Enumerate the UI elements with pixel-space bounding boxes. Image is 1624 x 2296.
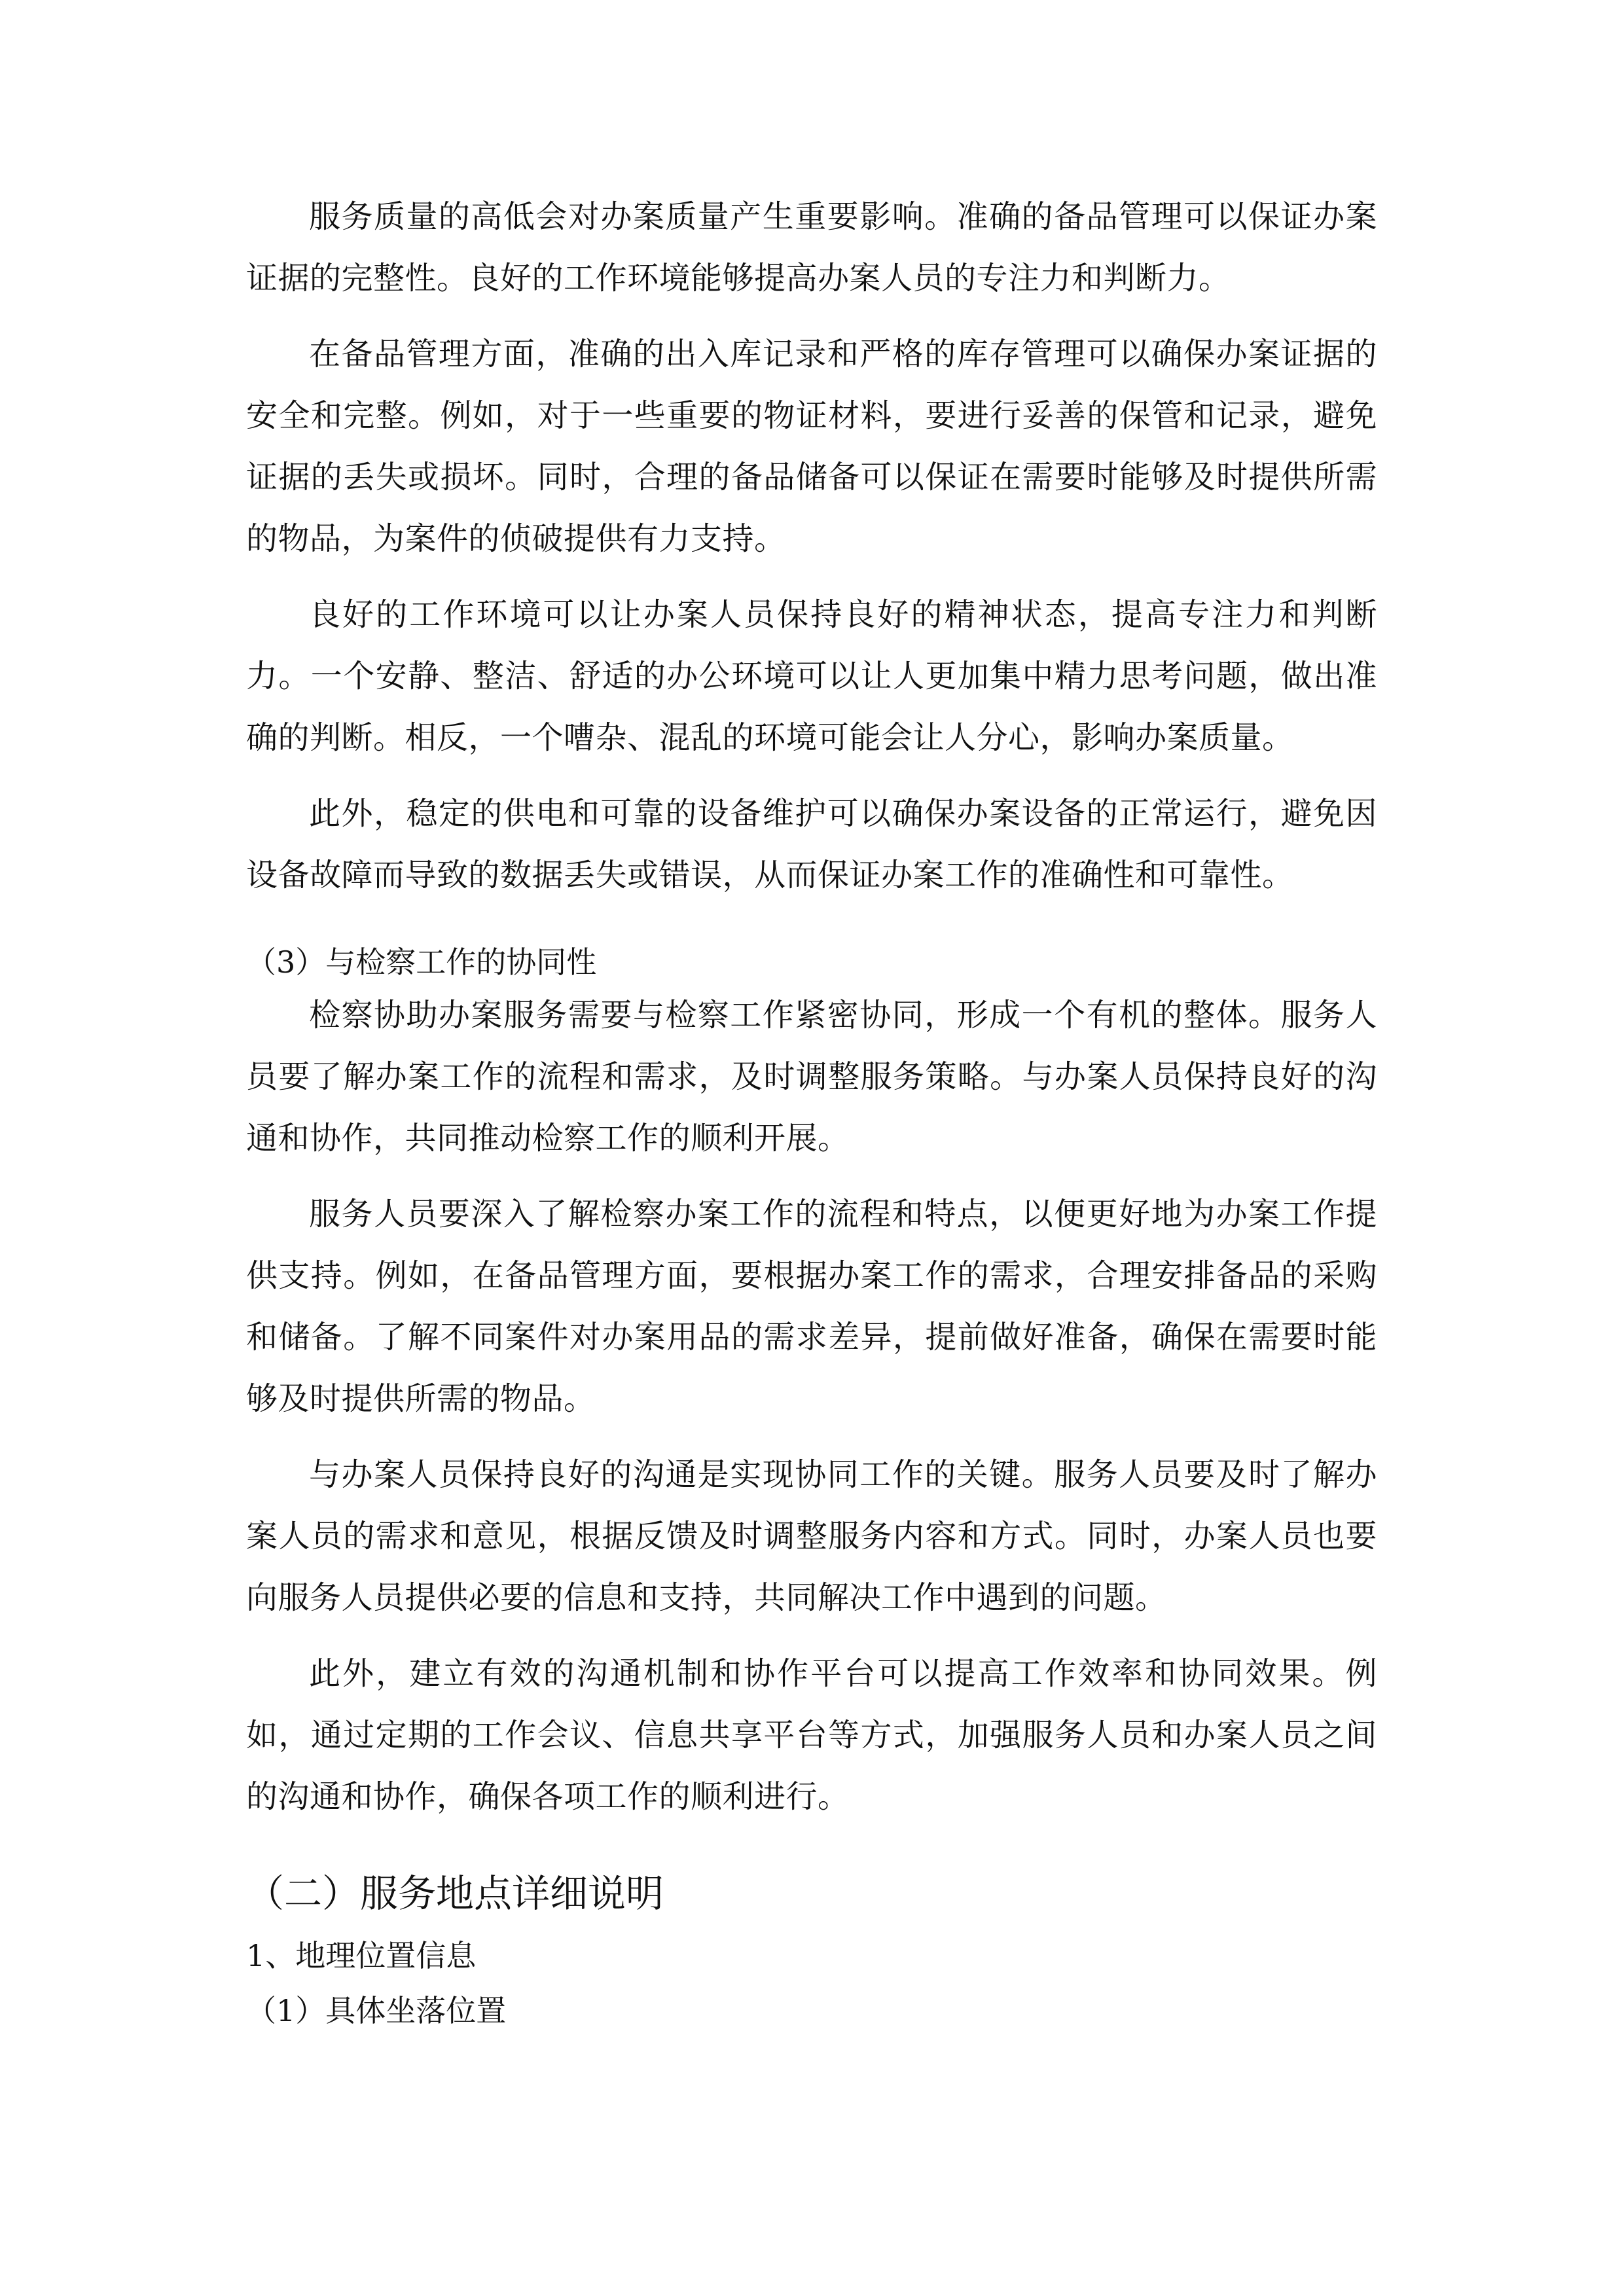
paragraph: 此外，稳定的供电和可靠的设备维护可以确保办案设备的正常运行，避免因设备故障而导致的数据丢失或错误，从而保证办案工作的准确性和可靠性。: [246, 795, 1377, 893]
paragraph: 检察协助办案服务需要与检察工作紧密协同，形成一个有机的整体。服务人员要了解办案工作的流程和需求，及时调整服务策略。与办案人员保持良好的沟通和协作，共同推动检察工作的顺利开展。: [246, 997, 1377, 1157]
paragraph: 在备品管理方面，准确的出入库记录和严格的库存管理可以确保办案证据的安全和完整。例如，对于一些重要的物证材料，要进行妥善的保管和记录，避免证据的丢失或损坏。同时，合理的备品储备可以保证在需要时能够及时提供所需的物品，为案件的侦破提供有力支持。: [246, 336, 1377, 557]
text-block-part2: [246, 984, 1377, 1827]
paragraph: 服务人员要深入了解检察办案工作的流程和特点，以便更好地为办案工作提供支持。例如，在备品管理方面，要根据办案工作的需求，合理安排备品的采购和储备。了解不同案件对办案用品的需求差异，提前做好准备，确保在需要时能够及时提供所需的物品。: [246, 1196, 1377, 1417]
text-block-part1: [246, 186, 1377, 906]
paragraph: 此外，建立有效的沟通机制和协作平台可以提高工作效率和协同效果。例如，通过定期的工作会议、信息共享平台等方式，加强服务人员和办案人员之间的沟通和协作，确保各项工作的顺利进行。: [246, 1655, 1377, 1815]
paragraph: 与办案人员保持良好的沟通是实现协同工作的关键。服务人员要及时了解办案人员的需求和意见，根据反馈及时调整服务内容和方式。同时，办案人员也要向服务人员提供必要的信息和支持，共同解决工作中遇到的问题。: [246, 1456, 1377, 1616]
subheading-coordination: （3）与检察工作的协同性: [246, 944, 597, 980]
item-heading: 1、地理位置信息: [246, 1938, 477, 1973]
subitem-heading: （1）具体坐落位置: [246, 1993, 507, 2028]
paragraph: 良好的工作环境可以让办案人员保持良好的精神状态，提高专注力和判断力。一个安静、整洁、舒适的办公环境可以让人更加集中精力思考问题，做出准确的判断。相反，一个嘈杂、混乱的环境可能会让人分心，影响办案质量。: [246, 596, 1377, 756]
paragraph: 服务质量的高低会对办案质量产生重要影响。准确的备品管理可以保证办案证据的完整性。良好的工作环境能够提高办案人员的专注力和判断力。: [246, 198, 1377, 296]
section-heading: （二）服务地点详细说明: [246, 1871, 664, 1916]
